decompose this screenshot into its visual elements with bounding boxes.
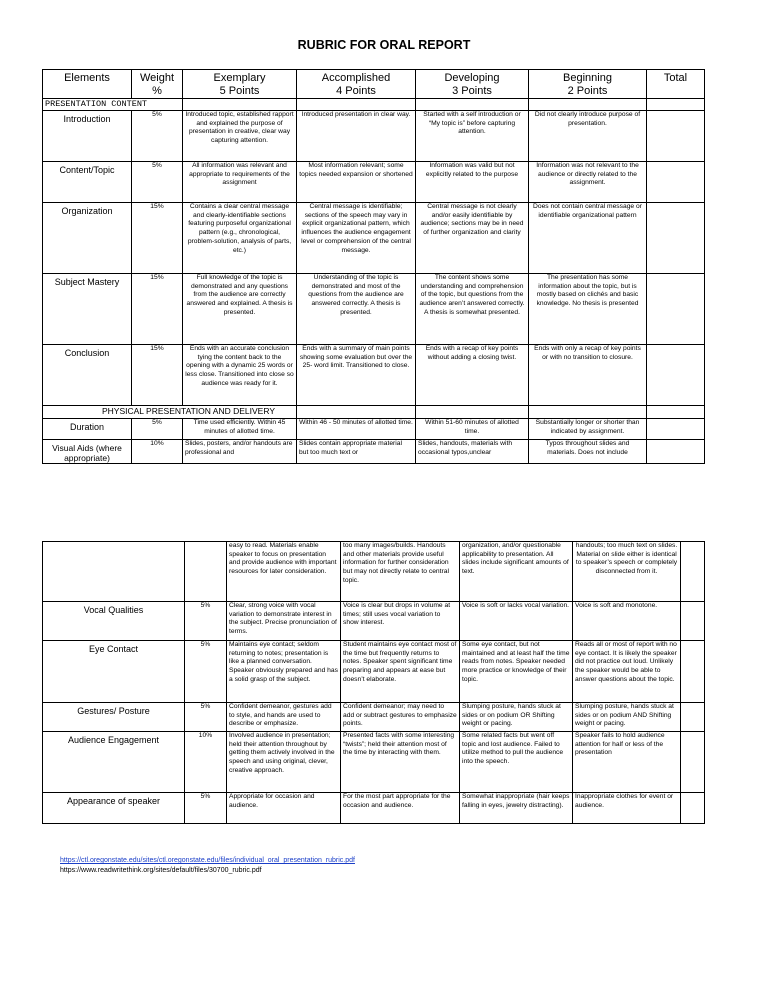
total-cell[interactable] [647,111,705,162]
element-label: Appearance of speaker [43,793,185,824]
weight-value: 15% [132,274,183,345]
total-cell[interactable] [681,732,705,793]
total-cell[interactable] [681,542,705,602]
developing-cell: organization, and/or questionable applicability to presentation. All slides include significant amounts of text. [460,542,573,602]
weight-value [185,542,227,602]
element-label: Audience Engagement [43,732,185,793]
weight-value: 10% [185,732,227,793]
beginning-cell: Did not clearly introduce purpose of presentation. [529,111,647,162]
beginning-cell: The presentation has some information about the topic, but is mostly based on clichés and basic knowledge. No thesis is presented [529,274,647,345]
weight-value: 5% [185,703,227,732]
beginning-cell: handouts; too much text on slides. Material on slide either is identical to speaker’s speech or completely disconnected from it. [573,542,681,602]
total-cell[interactable] [647,440,705,464]
developing-cell: Within 51-60 minutes of allotted time. [416,419,529,440]
header-total: Total [647,70,705,99]
total-cell[interactable] [647,419,705,440]
beginning-cell: Information was not relevant to the audience or directly related to the assignment. [529,162,647,203]
table-row [43,419,705,440]
rubric-table-page-1 [42,69,705,464]
accomplished-cell: Central message is identifiable; sections of the speech may vary in explicit organizational pattern, which influences the audience engagement level or comprehension of the central message. [297,203,416,274]
table-row [43,274,705,345]
weight-value: 15% [132,345,183,406]
header-beginning: Beginning 2 Points [529,70,647,99]
rubric-table-page-2 [42,541,705,824]
section-row-delivery [43,406,705,419]
section-title-delivery: PHYSICAL PRESENTATION AND DELIVERY [43,406,297,419]
weight-value: 5% [185,793,227,824]
developing-cell: Slumping posture, hands stuck at sides or on podium OR Shifting weight or pacing. [460,703,573,732]
developing-cell: Slides, handouts, materials with occasional typos,unclear [416,440,529,464]
beginning-cell: Slumping posture, hands stuck at sides or on podium AND Shifting weight or pacing. [573,703,681,732]
developing-cell: Central message is not clearly and/or easily identifiable by audience; sections may be in need of further organization and clarity [416,203,529,274]
exemplary-cell: Contains a clear central message and clearly-identifiable sections featuring purposeful organizational pattern (e.g., chronological, problem-solution, analysis of parts, etc.) [183,203,297,274]
header-row [43,70,705,99]
beginning-cell: Typos throughout slides and materials. Does not include [529,440,647,464]
accomplished-cell: Confident demeanor; may need to add or subtract gestures to emphasize points. [341,703,460,732]
exemplary-cell: All information was relevant and appropriate to requirements of the assignment [183,162,297,203]
section-title-content: PRESENTATION CONTENT [43,99,183,111]
exemplary-cell: Involved audience in presentation; held their attention throughout by getting them actively involved in the speech and using original, clever, creative approach. [227,732,341,793]
header-elements: Elements [43,70,132,99]
accomplished-cell: For the most part appropriate for the occasion and audience. [341,793,460,824]
developing-cell: Somewhat inappropriate (hair keeps falling in eyes, jewelry distracting). [460,793,573,824]
beginning-cell: Inappropriate clothes for event or audience. [573,793,681,824]
total-cell[interactable] [647,345,705,406]
element-label: Duration [43,419,132,440]
developing-cell: Some eye contact, but not maintained and at least half the time reads from notes. Speaker needed more practice or knowledge of their topic. [460,641,573,703]
total-cell[interactable] [681,602,705,641]
table-row [43,602,705,641]
developing-cell: Some related facts but went off topic and lost audience. Failed to utilize method to pull the audience into the speech. [460,732,573,793]
table-row [43,793,705,824]
table-row [43,440,705,464]
table-row [43,203,705,274]
exemplary-cell: Full knowledge of the topic is demonstrated and any questions from the audience are correctly answered and explained. A thesis is presented. [183,274,297,345]
exemplary-cell: easy to read. Materials enable speaker to focus on presentation and provide audience with important resources for later consideration. [227,542,341,602]
beginning-cell: Reads all or most of report with no eye contact. It is likely the speaker did not practice out loud. Unlikely the speaker would be able to answer questions about the topic. [573,641,681,703]
weight-value: 5% [185,641,227,703]
total-cell[interactable] [681,793,705,824]
weight-value: 5% [132,419,183,440]
total-cell[interactable] [647,162,705,203]
header-accomplished: Accomplished 4 Points [297,70,416,99]
table-row [43,732,705,793]
weight-value: 5% [132,162,183,203]
exemplary-cell: Maintains eye contact; seldom returning to notes; presentation is like a planned conversation. Speaker obviously prepared and has a solid grasp of the subject. [227,641,341,703]
developing-cell: Started with a self introduction or “My topic is” before capturing attention. [416,111,529,162]
header-exemplary: Exemplary 5 Points [183,70,297,99]
exemplary-cell: Slides, posters, and/or handouts are professional and [183,440,297,464]
header-developing: Developing 3 Points [416,70,529,99]
accomplished-cell: Introduced presentation in clear way. [297,111,416,162]
accomplished-cell: Most information relevant; some topics needed expansion or shortened [297,162,416,203]
accomplished-cell: Slides contain appropriate material but too much text or [297,440,416,464]
accomplished-cell: Student maintains eye contact most of the time but frequently returns to notes. Speaker spent significant time preparing and appears at ease but doesn’t elaborate. [341,641,460,703]
beginning-cell: Substantially longer or shorter than indicated by assignment. [529,419,647,440]
beginning-cell: Does not contain central message or identifiable organizational pattern [529,203,647,274]
beginning-cell: Voice is soft and monotone. [573,602,681,641]
table-row [43,703,705,732]
element-label [43,542,185,602]
exemplary-cell: Introduced topic, established rapport and explained the purpose of presentation in creative, clear way capturing attention. [183,111,297,162]
element-label: Visual Aids (where appropriate) [43,440,132,464]
developing-cell: Voice is soft or lacks vocal variation. [460,602,573,641]
accomplished-cell: Understanding of the topic is demonstrated and most of the questions from the audience are answered correctly. A thesis is presented. [297,274,416,345]
source-link-readwritethink: https://www.readwritethink.org/sites/default/files/30700_rubric.pdf [60,867,262,874]
developing-cell: Ends with a recap of key points without adding a closing twist. [416,345,529,406]
developing-cell: Information was valid but not explicitly related to the purpose [416,162,529,203]
element-label: Eye Contact [43,641,185,703]
element-label: Gestures/ Posture [43,703,185,732]
element-label: Content/Topic [43,162,132,203]
source-link-oregonstate[interactable]: https://ctl.oregonstate.edu/sites/ctl.oregonstate.edu/files/individual_oral_presentation_rubric.pdf [60,857,355,864]
element-label: Vocal Qualities [43,602,185,641]
total-cell[interactable] [647,203,705,274]
total-cell[interactable] [681,641,705,703]
accomplished-cell: too many images/builds. Handouts and other materials provide useful information for further consideration but may not directly relate to central topic. [341,542,460,602]
accomplished-cell: Ends with a summary of main points showing some evaluation but over the 25- word limit. Transitioned to close. [297,345,416,406]
table-row [43,542,705,602]
weight-value: 5% [132,111,183,162]
exemplary-cell: Appropriate for occasion and audience. [227,793,341,824]
table-row [43,641,705,703]
exemplary-cell: Time used efficiently. Within 45 minutes of allotted time. [183,419,297,440]
beginning-cell: Speaker fails to hold audience attention for half or less of the presentation [573,732,681,793]
accomplished-cell: Presented facts with some interesting “twists”; held their attention most of the time by interacting with them. [341,732,460,793]
weight-value: 5% [185,602,227,641]
beginning-cell: Ends with only a recap of key points or with no transition to closure. [529,345,647,406]
table-row [43,162,705,203]
developing-cell: The content shows some understanding and comprehension of the topic, but questions from the audience aren’t answered correctly. A thesis is somewhat presented. [416,274,529,345]
exemplary-cell: Ends with an accurate conclusion tying the content back to the opening with a dynamic 25 words or less close. Transitioned into close so audience was ready for it. [183,345,297,406]
exemplary-cell: Clear, strong voice with vocal variation to demonstrate interest in the subject. Precise pronunciation of terms. [227,602,341,641]
table-row [43,345,705,406]
accomplished-cell: Within 46 - 50 minutes of allotted time. [297,419,416,440]
total-cell[interactable] [647,274,705,345]
element-label: Introduction [43,111,132,162]
weight-value: 15% [132,203,183,274]
header-weight: Weight % [132,70,183,99]
page-title: RUBRIC FOR ORAL REPORT [297,38,471,52]
section-row-content [43,99,705,111]
element-label: Subject Mastery [43,274,132,345]
weight-value: 10% [132,440,183,464]
source-links [60,856,355,876]
exemplary-cell: Confident demeanor, gestures add to style, and hands are used to describe or emphasize. [227,703,341,732]
total-cell[interactable] [681,703,705,732]
element-label: Organization [43,203,132,274]
element-label: Conclusion [43,345,132,406]
table-row [43,111,705,162]
accomplished-cell: Voice is clear but drops in volume at times; still uses vocal variation to show interest. [341,602,460,641]
